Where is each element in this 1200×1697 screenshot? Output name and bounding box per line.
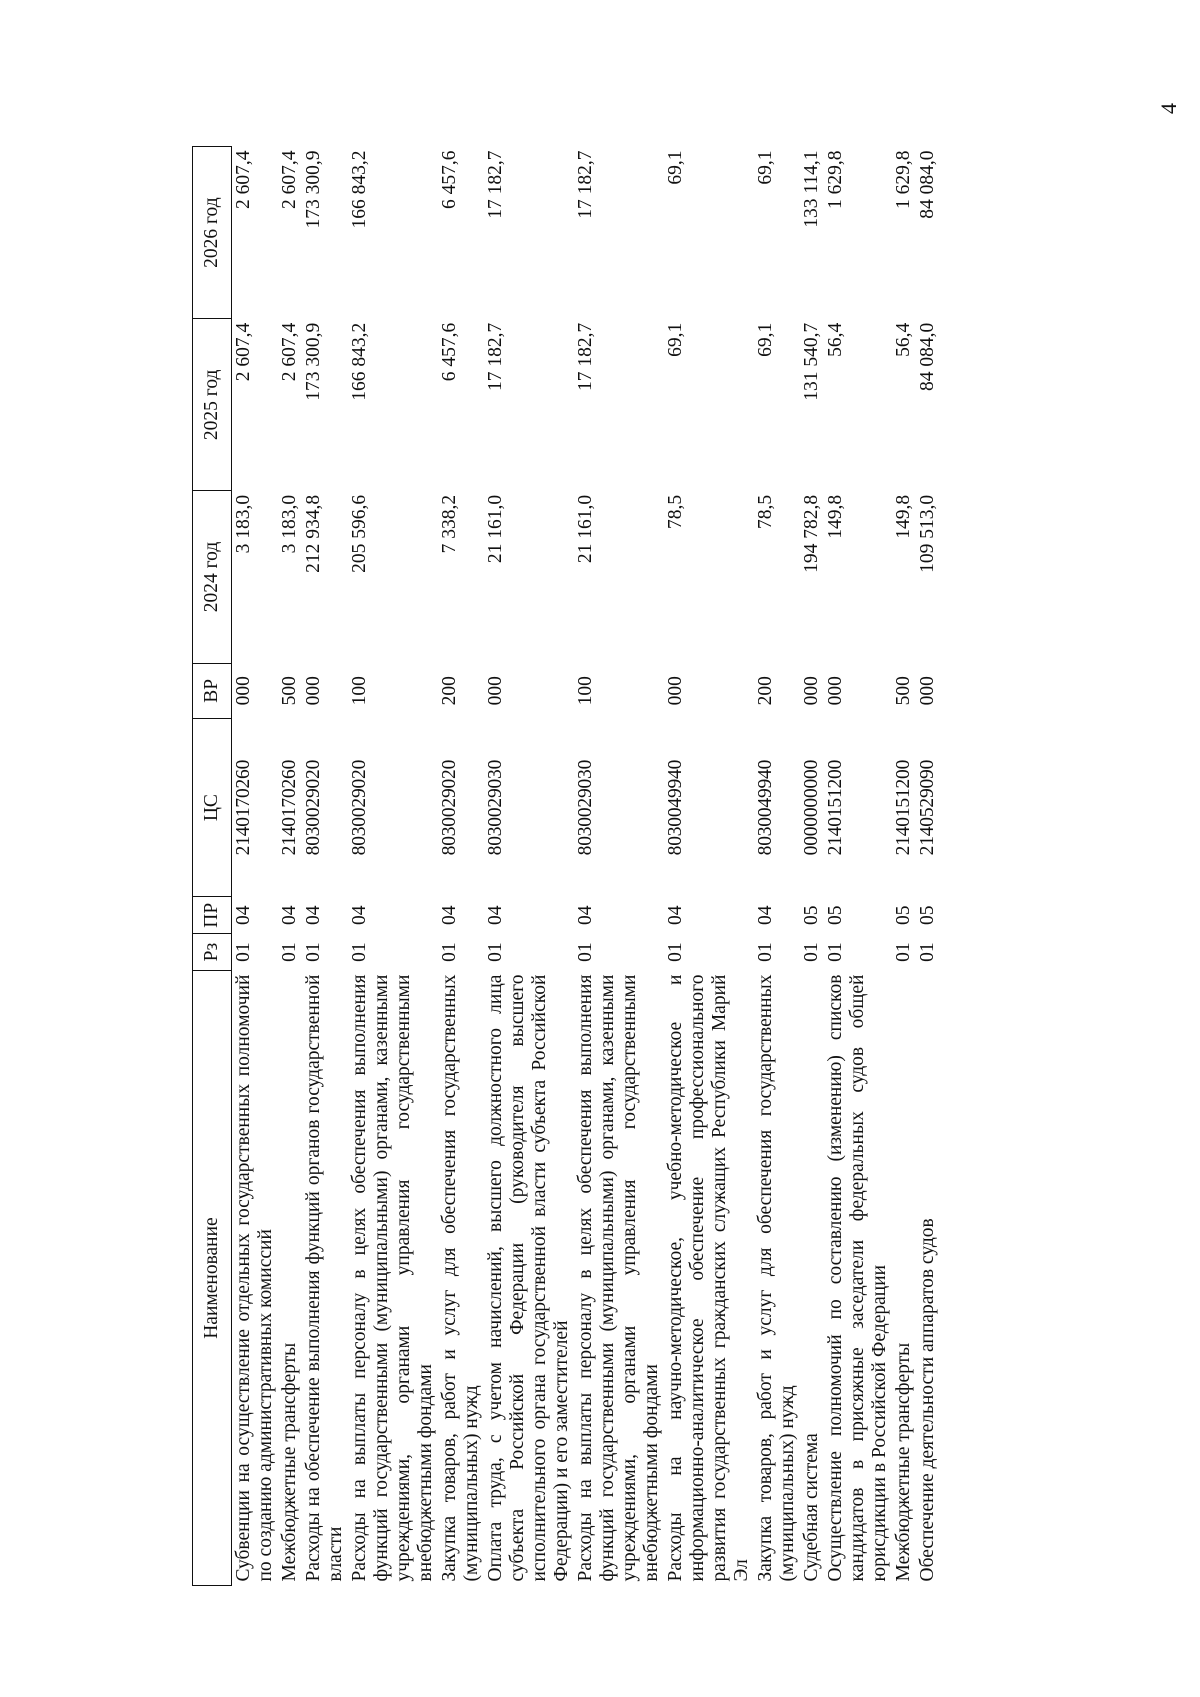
row-cs: 2140170260 <box>279 759 300 856</box>
header-year-2025: 2025 год <box>193 319 232 491</box>
header-year-2024: 2024 год <box>193 491 232 663</box>
row-amount-2024: 212 934,8 <box>303 494 324 573</box>
row-cs: 8030029020 <box>349 759 370 856</box>
row-name: Расходы на выплаты персоналу в целях обеспечения выполнения функций государственными (муниципальными) органами, казенными учреждениями, органами управления государственными внебюджетными фондами <box>575 974 662 1582</box>
row-amount-2025: 17 182,7 <box>575 322 596 391</box>
header-year-2026: 2026 год <box>193 147 232 319</box>
row-rz: 01 <box>279 942 300 962</box>
row-vr: 100 <box>575 676 596 706</box>
row-amount-2024: 78,5 <box>755 494 776 530</box>
row-cs: 2140170260 <box>233 759 254 856</box>
table-row <box>664 147 754 1586</box>
row-cs: 2140151200 <box>825 759 846 856</box>
table-row <box>574 147 664 1586</box>
row-name: Оплата труда, с учетом начислений, высшего должностного лица субъекта Российской Федерации (руководителя высшего исполнительного органа государственной власти субъекта Российской Федерации) и его заместителей <box>485 974 572 1582</box>
table-row <box>278 147 302 1586</box>
row-vr: 200 <box>755 676 776 706</box>
row-vr: 200 <box>439 676 460 706</box>
row-amount-2026: 166 843,2 <box>349 150 370 229</box>
row-cs: 2140529090 <box>917 759 938 856</box>
row-pr: 04 <box>349 905 370 925</box>
row-amount-2025: 2 607,4 <box>279 322 300 382</box>
row-pr: 04 <box>279 905 300 925</box>
row-amount-2025: 69,1 <box>665 322 686 357</box>
row-amount-2024: 3 183,0 <box>233 494 254 554</box>
rotated-page-content <box>192 146 984 1586</box>
header-vr: ВР <box>193 663 232 718</box>
row-cs: 8030029020 <box>303 759 324 856</box>
table-row <box>800 147 824 1586</box>
row-pr: 04 <box>665 905 686 925</box>
row-cs: 0000000000 <box>801 759 822 856</box>
row-amount-2024: 194 782,8 <box>801 494 822 573</box>
row-amount-2025: 131 540,7 <box>801 322 822 401</box>
row-rz: 01 <box>575 942 596 962</box>
row-amount-2024: 3 183,0 <box>279 494 300 554</box>
row-name: Расходы на обеспечение выполнения функций органов государственной власти <box>303 974 346 1582</box>
table-body <box>232 147 941 1586</box>
row-name: Межбюджетные трансферты <box>279 1342 300 1582</box>
table-row <box>348 147 438 1586</box>
row-name: Судебная система <box>801 1433 822 1582</box>
header-name: Наименование <box>193 971 232 1586</box>
row-rz: 01 <box>303 942 324 962</box>
row-amount-2026: 1 629,8 <box>893 150 914 209</box>
row-vr: 500 <box>893 676 914 706</box>
row-rz: 01 <box>755 942 776 962</box>
row-amount-2024: 205 596,6 <box>349 494 370 573</box>
row-vr: 000 <box>303 676 324 706</box>
row-vr: 000 <box>825 676 846 706</box>
row-cs: 2140151200 <box>893 759 914 856</box>
row-amount-2025: 56,4 <box>893 322 914 357</box>
row-cs: 8030029030 <box>575 759 596 856</box>
row-amount-2025: 56,4 <box>825 322 846 357</box>
row-amount-2024: 149,8 <box>893 494 914 539</box>
header-row <box>193 147 232 1586</box>
row-amount-2024: 7 338,2 <box>439 494 460 554</box>
row-amount-2026: 173 300,9 <box>303 150 324 229</box>
row-amount-2024: 109 513,0 <box>917 494 938 573</box>
row-name: Субвенции на осуществление отдельных государственных полномочий по созданию административных комиссий <box>233 974 276 1582</box>
row-amount-2025: 173 300,9 <box>303 322 324 401</box>
row-rz: 01 <box>801 942 822 962</box>
row-rz: 01 <box>349 942 370 962</box>
table-header <box>193 147 232 1586</box>
row-rz: 01 <box>233 942 254 962</box>
row-amount-2026: 17 182,7 <box>485 150 506 219</box>
row-amount-2026: 69,1 <box>665 150 686 185</box>
row-amount-2024: 21 161,0 <box>485 494 506 564</box>
row-name: Закупка товаров, работ и услуг для обеспечения государственных (муниципальных) нужд <box>439 974 482 1582</box>
row-pr: 04 <box>755 905 776 925</box>
row-amount-2026: 133 114,1 <box>801 150 822 228</box>
row-vr: 000 <box>233 676 254 706</box>
row-cs: 8030029030 <box>485 759 506 856</box>
row-pr: 05 <box>801 905 822 925</box>
row-amount-2025: 6 457,6 <box>439 322 460 382</box>
row-cs: 8030049940 <box>665 759 686 856</box>
row-amount-2026: 6 457,6 <box>439 150 460 209</box>
table-row <box>302 147 348 1586</box>
row-amount-2024: 149,8 <box>825 494 846 539</box>
table-row <box>484 147 574 1586</box>
row-name: Обеспечение деятельности аппаратов судов <box>917 1218 938 1582</box>
table-row <box>754 147 800 1586</box>
table-row <box>824 147 892 1586</box>
row-pr: 05 <box>893 905 914 925</box>
row-pr: 04 <box>233 905 254 925</box>
row-amount-2026: 84 084,0 <box>917 150 938 219</box>
row-pr: 04 <box>575 905 596 925</box>
row-vr: 000 <box>801 676 822 706</box>
page-number: 4 <box>1156 103 1181 114</box>
row-pr: 05 <box>825 905 846 925</box>
row-amount-2025: 84 084,0 <box>917 322 938 391</box>
row-pr: 04 <box>439 905 460 925</box>
row-cs: 8030049940 <box>755 759 776 856</box>
row-pr: 05 <box>917 905 938 925</box>
row-name: Закупка товаров, работ и услуг для обеспечения государственных (муниципальных) нужд <box>755 974 798 1582</box>
row-amount-2025: 69,1 <box>755 322 776 357</box>
row-rz: 01 <box>439 942 460 962</box>
header-rz: Рз <box>193 934 232 971</box>
table-row <box>916 147 940 1586</box>
row-cs: 8030029020 <box>439 759 460 856</box>
row-rz: 01 <box>825 942 846 962</box>
row-name: Расходы на выплаты персоналу в целях обеспечения выполнения функций государственными (муниципальными) органами, казенными учреждениями, органами управления государственными внебюджетными фондами <box>349 974 436 1582</box>
row-amount-2026: 17 182,7 <box>575 150 596 219</box>
row-amount-2025: 17 182,7 <box>485 322 506 391</box>
row-amount-2026: 69,1 <box>755 150 776 185</box>
header-cs: ЦС <box>193 718 232 896</box>
table-row <box>232 147 279 1586</box>
row-vr: 500 <box>279 676 300 706</box>
row-amount-2024: 21 161,0 <box>575 494 596 564</box>
table-row <box>892 147 916 1586</box>
header-pr: ПР <box>193 897 232 934</box>
row-amount-2024: 78,5 <box>665 494 686 530</box>
row-name: Расходы на научно-методическое, учебно-методическое и информационно-аналитическое обеспечение профессионального развития государственных гражданских служащих Республики Марий Эл <box>665 974 752 1582</box>
row-rz: 01 <box>485 942 506 962</box>
row-name: Осуществление полномочий по составлению (изменению) списков кандидатов в присяжные заседатели федеральных судов общей юрисдикции в Российской Федерации <box>825 974 890 1582</box>
row-vr: 000 <box>485 676 506 706</box>
row-name: Межбюджетные трансферты <box>893 1342 914 1582</box>
row-amount-2026: 2 607,4 <box>233 150 254 209</box>
row-vr: 000 <box>665 676 686 706</box>
row-amount-2026: 2 607,4 <box>279 150 300 209</box>
row-pr: 04 <box>303 905 324 925</box>
row-amount-2025: 2 607,4 <box>233 322 254 382</box>
row-vr: 100 <box>349 676 370 706</box>
row-rz: 01 <box>917 942 938 962</box>
row-rz: 01 <box>665 942 686 962</box>
row-rz: 01 <box>893 942 914 962</box>
budget-table <box>192 146 940 1586</box>
row-pr: 04 <box>485 905 506 925</box>
row-vr: 000 <box>917 676 938 706</box>
table-row <box>438 147 484 1586</box>
row-amount-2026: 1 629,8 <box>825 150 846 209</box>
row-amount-2025: 166 843,2 <box>349 322 370 401</box>
